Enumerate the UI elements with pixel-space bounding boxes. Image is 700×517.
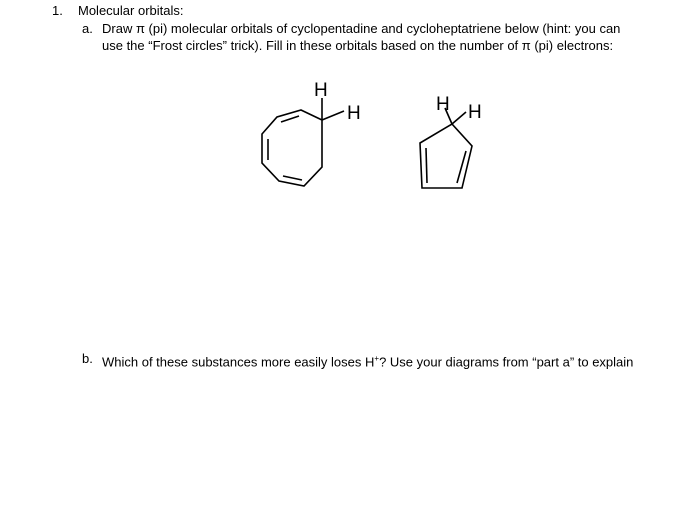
part-a-text-line1: Draw π (pi) molecular orbitals of cyclopentadine and cycloheptatriene below (hint: you can bbox=[102, 21, 621, 36]
cyclopentadiene-structure bbox=[420, 108, 472, 188]
cycloheptatriene-h-top: H bbox=[314, 80, 328, 101]
cyclopentadiene-h-left: H bbox=[436, 94, 450, 115]
bond-to-h-right-cp bbox=[452, 112, 466, 124]
bond-to-h-right bbox=[322, 111, 344, 120]
part-b-text-after: ? Use your diagrams from “part a” to explain bbox=[379, 354, 634, 370]
cycloheptatriene-h-right: H bbox=[347, 103, 361, 124]
part-b-text-before: Which of these substances more easily loses H bbox=[102, 354, 375, 370]
part-a-label: a. bbox=[82, 21, 93, 36]
part-b-text bbox=[102, 351, 633, 370]
cyclopentadiene-h-right: H bbox=[468, 102, 482, 123]
question-number: 1. bbox=[52, 3, 63, 18]
cycloheptatriene-ring bbox=[262, 110, 322, 186]
part-b-label: b. bbox=[82, 351, 93, 366]
part-a-text-line2: use the “Frost circles” trick). Fill in these orbitals based on the number of π (pi) electrons: bbox=[102, 38, 614, 53]
double-bond-3 bbox=[283, 176, 302, 180]
cycloheptatriene-structure bbox=[262, 98, 344, 186]
double-bond-1 bbox=[281, 116, 299, 122]
question-title: Molecular orbitals: bbox=[78, 3, 184, 18]
part-b-superscript: + bbox=[374, 354, 380, 363]
double-bond-b bbox=[426, 148, 427, 183]
